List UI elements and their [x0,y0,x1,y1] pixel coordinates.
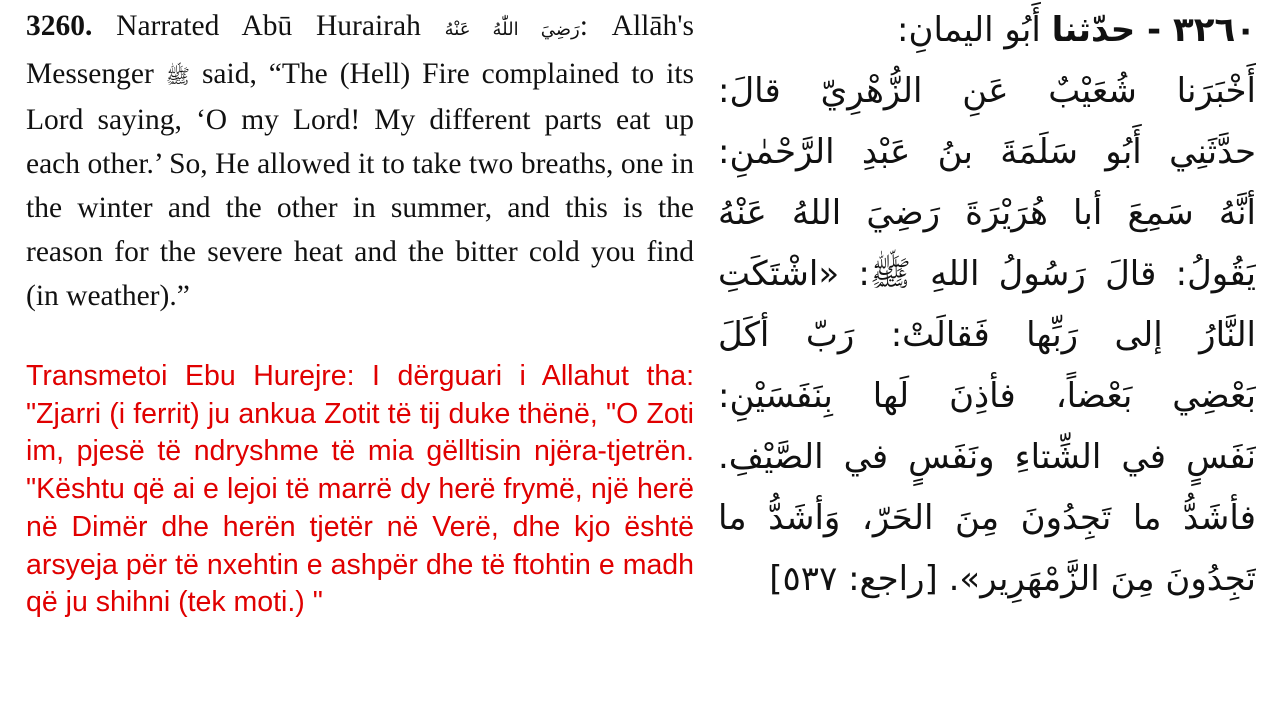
arabic-line-9: فأشَدُّ ما تَجِدُونَ مِنَ الحَرّ، وَأشَدُّ ما [718,498,1256,538]
arabic-line-7: بَعْضِي بَعْضاً، فأذِنَ لَها بِنَفَسَيْنِ: [718,376,1256,416]
arabic-line-1 [718,0,1256,61]
english-translation [26,4,694,318]
arabic-line-8: نَفَسٍ في الشِّتاءِ ونَفَسٍ في الصَّيْفِ. [718,437,1256,477]
albanian-translation: Transmetoi Ebu Hurejre: I dërguari i Allahut tha: "Zjarri (i ferrit) ju ankua Zotit të tij duke thënë, "O Zoti im, pjesë të ndryshme të mia gëlltisin njëra-tjetrën. "Kështu që ai e lejoi të marrë dy herë frymë, një herë në Dimër dhe herën tjetër në Verë, dhe kjo është arsyeja për të nxehtin e ashpër dhe të ftohtin e madh që ju shihni (tek moti.) " [26,360,694,619]
arabic-line-5: يَقُولُ: قالَ رَسُولُ اللهِ ﷺ: «اشْتَكَتِ [718,254,1256,294]
arabic-heading: ٣٢٦٠ - حدّثنا [1051,10,1256,50]
arabic-column [718,0,1256,720]
salutation-glyph: ﷺ [165,64,190,88]
narrator-name: Narrated Abū Hurairah [116,10,421,42]
hadith-number: 3260. [26,10,93,42]
intro-text: : Allāh's Messenger [26,10,695,90]
arabic-line-2: أَخْبَرَنا شُعَيْبٌ عَنِ الزُّهْرِيّ قالَ: [718,71,1256,111]
arabic-line-6: النَّارُ إلى رَبِّها فَقالَتْ: رَبّ أكَلَ [718,315,1256,355]
narrator-honorific: رَضِيَ اللّٰهُ عَنْهُ [444,19,580,40]
english-body: said, “The (Hell) Fire complained to its Lord saying, ‘O my Lord! My different parts eat up each other.’ So, He allowed it to take two breaths, one in the winter and the other in summer, and this is the reason for the severe heat and the bitter cold you find (in weather).” [26,58,695,312]
english-albanian-column [26,4,694,622]
arabic-line-10: تَجِدُونَ مِنَ الزَّمْهَرِير». [راجع: ٥٣٧] [769,559,1256,599]
arabic-line-3: حدَّثَنِي أَبُو سَلَمَةَ بنُ عَبْدِ الرَّحْمٰنِ: [718,132,1256,172]
arabic-line-4: أنَّهُ سَمِعَ أبا هُرَيْرَةَ رَضِيَ اللهُ عَنْهُ [718,193,1256,233]
arabic-narrator: أَبُو اليمانِ: [897,10,1041,50]
